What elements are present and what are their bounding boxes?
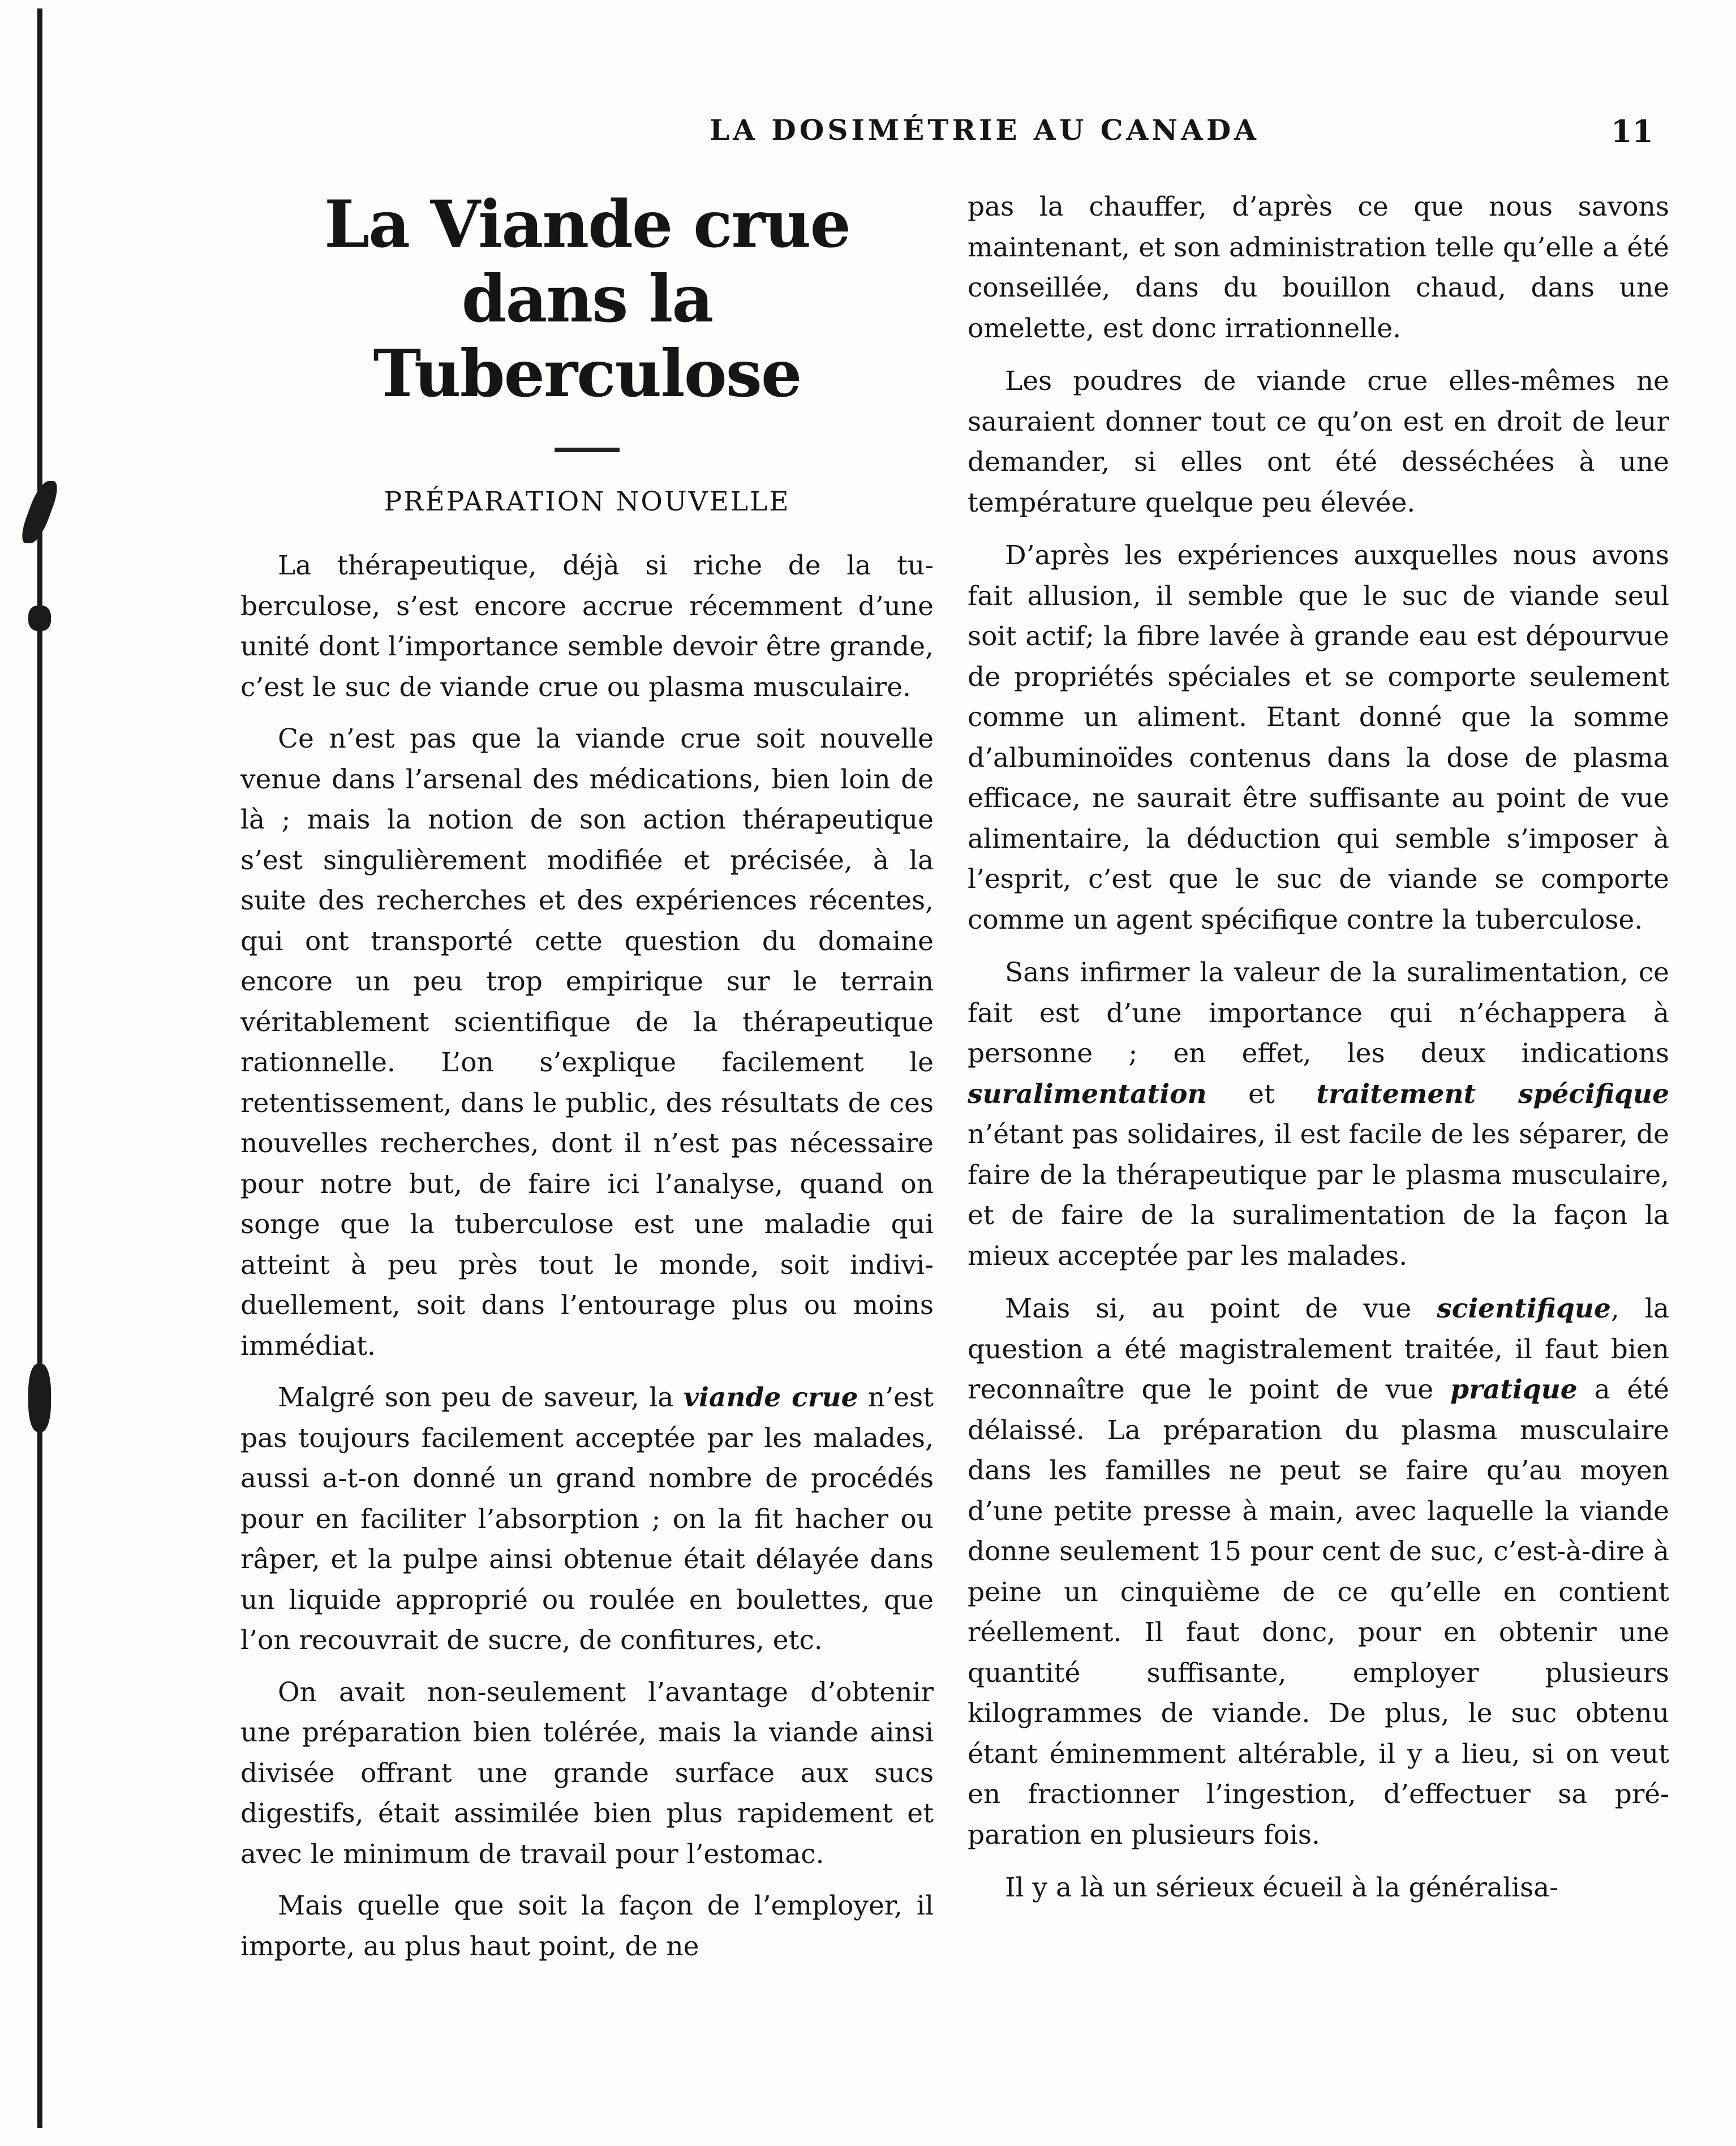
margin-ink-mark	[28, 606, 51, 631]
italic-term: pratique	[1450, 1374, 1578, 1405]
paragraph	[968, 952, 1669, 1276]
text-run: Malgré son peu de saveur, la	[278, 1382, 684, 1413]
paragraph: D’après les expériences auxquelles nous avons fait allusion, il semble que le suc de viande seul soit actif; la fibre lavée à grande eau est dépourvue de propriétés spéciales et se comporte seulement comme un aliment. Etant donné que la somme d’albuminoïdes contenus dans la dose de plasma efficace, ne saurait être suffisante au point de vue alimentaire, la déduction qui semble s’imposer à l’esprit, c’est que le suc de viande se comporte comme un agent spécifique contre la tuberculose.	[968, 540, 1669, 935]
left-column	[240, 187, 934, 1978]
text-run: Sans infirmer la valeur de la suralimentation, ce fait est d’une importance qui n’échappera à personne ; en effet, les deux indications	[968, 957, 1669, 1069]
paragraph	[968, 1289, 1669, 1855]
article-title-line1: La Viande crue dans la	[324, 186, 850, 337]
text-run: , la question a été magistralement traitée, il faut bien reconnaître que le point de vue	[968, 1293, 1669, 1405]
italic-term: viande crue	[683, 1382, 858, 1413]
text-run: et	[1206, 1078, 1317, 1110]
paragraph	[240, 1377, 934, 1661]
article-title-line2: Tuberculose	[373, 336, 801, 411]
article-title	[240, 187, 934, 411]
text-run: n’étant pas solidaires, il est facile de les séparer, de faire de la thérapeutique par le plasma musculaire, et de faire de la suralimentation de la façon la mieux acceptée par les malades.	[968, 1119, 1669, 1272]
section-subheading: PRÉPARATION NOUVELLE	[384, 486, 790, 517]
running-header-title: LA DOSIMÉTRIE AU CANADA	[710, 113, 1260, 147]
margin-ink-mark	[17, 481, 62, 543]
paragraph: Les poudres de viande crue elles-mêmes ne sauraient donner tout ce qu’on est en droit de leur demander, si elles ont été desséchées à une température quelque peu élevée.	[968, 366, 1669, 518]
page-margin-rule	[37, 8, 42, 2128]
right-column	[968, 187, 1669, 1921]
text-run: n’est pas toujours facilement acceptée par les malades, aussi a-t-on donné un grand nombre de procédés pour en faciliter l’absorption ; on la fit hacher ou râper, et la pulpe ainsi obtenue était délayée dans un liquide approprié ou roulée en boulettes, que l’on recouvrait de sucre, de confitures, etc.	[240, 1382, 934, 1656]
paragraph: On avait non-seulement l’avantage d’obtenir une préparation bien tolérée, mais la viande ainsi divisée offrant une grande surface aux sucs digestifs, était assimilée bien plus rapidement et avec le minimum de travail pour l’estomac.	[240, 1676, 934, 1870]
paragraph-continued: pas la chauffer, d’après ce que nous savons maintenant, et son administration telle qu’elle a été conseillée, dans du bouillon chaud, dans une omelette, est donc irrationnelle.	[968, 191, 1669, 344]
page-number: 11	[1610, 113, 1653, 149]
italic-term: traitement spécifique	[1316, 1078, 1669, 1110]
italic-term: suralimentation	[968, 1078, 1207, 1110]
paragraph: Il y a là un sérieux écueil à la généralisa-	[1005, 1872, 1559, 1903]
text-run: a été délaissé. La préparation du plasma musculaire dans les familles ne peut se faire qu’au moyen d’une petite presse à main, avec laquelle la viande donne seulement 15 pour cent de suc, c’est-à-dire à peine un cinquième de ce qu’elle en contient réellement. Il faut donc, pour en obtenir une quantité suffisante, employer plusieurs kilogrammes de viande. De plus, le suc obtenu étant éminemment altérable, il y a lieu, si on veut en fractionner l’ingestion, d’effectuer sa préparation en plusieurs fois.	[968, 1374, 1669, 1851]
paragraph: Ce n’est pas que la viande crue soit nouvelle venue dans l’arsenal des médications, bien loin de là ; mais la notion de son action thérapeutique s’est singulièrement modifiée et précisée, à la suite des recherches et des expériences récentes, qui ont transporté cette question du domaine encore un peu trop empirique sur le terrain véritablement scientifique de la thérapeutique rationnelle. L’on s’explique facilement le retentissement, dans le public, des résultats de ces nouvelles recherches, dont il n’est pas nécessaire pour notre but, de faire ici l’analyse, quand on songe que la tuberculose est une maladie qui atteint à peu près tout le monde, soit individuellement, soit dans l’entourage plus ou moins immédiat.	[240, 723, 934, 1362]
margin-ink-mark	[28, 1364, 51, 1432]
text-run: Mais si, au point de vue	[1005, 1293, 1437, 1324]
italic-term: scientifique	[1437, 1293, 1611, 1324]
paragraph: La thérapeutique, déjà si riche de la tuberculose, s’est encore accrue récemment d’une unité dont l’importance semble devoir être grande, c’est le suc de viande crue ou plasma musculaire.	[240, 550, 934, 703]
paragraph: Mais quelle que soit la façon de l’employer, il importe, au plus haut point, de ne	[240, 1890, 934, 1962]
title-divider	[555, 448, 620, 452]
